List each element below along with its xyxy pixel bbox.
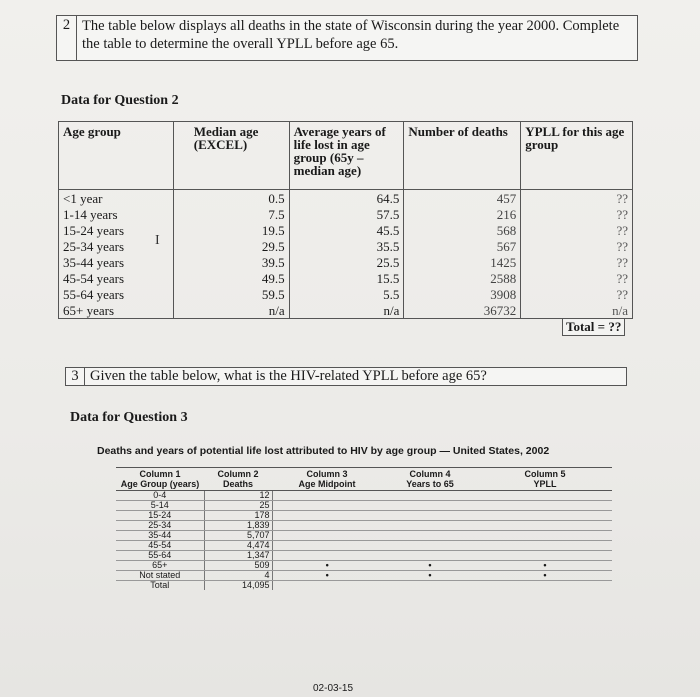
age-group-cell: 5-14 [116,501,204,511]
years-to-65-cell: • [382,571,478,581]
number-of-deaths-cell: 2588 [404,270,521,286]
column-header-line: Deaths [222,479,253,489]
table-row [59,190,633,207]
question-text-line: the table to determine the overall YPLL before age 65. [82,36,399,52]
age-midpoint-cell [272,531,382,541]
table-row [116,561,612,571]
table-row [116,581,612,591]
age-midpoint-cell [272,551,382,561]
table-row [59,286,633,302]
age-group-cell: 15-24 years [59,222,174,238]
age-group-cell: <1 year [59,190,174,207]
number-of-deaths-cell: 567 [404,238,521,254]
ypll-cell [478,541,612,551]
age-midpoint-cell [272,511,382,521]
deaths-cell: 4,474 [204,541,272,551]
avg-years-lost-cell: 64.5 [289,190,404,207]
number-of-deaths-cell: 216 [404,206,521,222]
data-q2-heading: Data for Question 2 [61,93,179,108]
age-group-cell: 65+ [116,561,204,571]
ypll-cell[interactable]: ?? [521,286,633,302]
table-row [59,302,633,319]
column-header-line: Years to 65 [406,479,454,489]
question-2-box [56,15,638,61]
ypll-cell [478,551,612,561]
column-5-header [478,468,612,491]
ypll-cell [478,531,612,541]
avg-years-lost-cell: 5.5 [289,286,404,302]
age-midpoint-cell: • [272,561,382,571]
column-header-line: Age Midpoint [298,479,356,489]
years-to-65-cell [382,531,478,541]
question-number: 3 [66,368,85,385]
wisconsin-deaths-table [58,121,633,319]
age-midpoint-cell [272,521,382,531]
table-row [59,238,633,254]
number-of-deaths-cell: 568 [404,222,521,238]
age-midpoint-cell [272,581,382,591]
ypll-cell[interactable]: ?? [521,270,633,286]
age-group-cell: 35-44 [116,531,204,541]
table-row [116,511,612,521]
age-group-cell: 25-34 years [59,238,174,254]
hiv-ypll-table [116,467,612,590]
median-age-cell: 7.5 [173,206,289,222]
column-header-line: Column 5 [524,469,566,479]
table-row [116,551,612,561]
ypll-cell[interactable]: ?? [521,254,633,270]
age-group-cell: 15-24 [116,511,204,521]
text-cursor-icon: I [155,233,160,248]
table-row [116,531,612,541]
header-age-group: Age group [59,122,174,190]
years-to-65-cell [382,501,478,511]
age-group-cell: 35-44 years [59,254,174,270]
deaths-cell: 12 [204,491,272,501]
deaths-cell: 509 [204,561,272,571]
age-group-cell: 1-14 years [59,206,174,222]
question-2-text [82,17,619,53]
age-group-cell: 55-64 years [59,286,174,302]
median-age-cell: 0.5 [173,190,289,207]
age-group-cell: 25-34 [116,521,204,531]
median-age-cell: 29.5 [173,238,289,254]
number-of-deaths-cell: 457 [404,190,521,207]
avg-years-lost-cell: 15.5 [289,270,404,286]
age-group-cell: 55-64 [116,551,204,561]
median-age-cell: 19.5 [173,222,289,238]
years-to-65-cell [382,511,478,521]
question-text-line: The table below displays all deaths in the state of Wisconsin during the year 2000. Complete [82,18,620,34]
header-ypll: YPLL for this age group [521,122,633,190]
age-midpoint-cell [272,541,382,551]
table-row [59,270,633,286]
ypll-cell [478,491,612,501]
avg-years-lost-cell: 25.5 [289,254,404,270]
ypll-cell [478,521,612,531]
number-of-deaths-cell: 3908 [404,286,521,302]
avg-years-lost-cell: n/a [289,302,404,319]
number-of-deaths-cell: 36732 [404,302,521,319]
ypll-cell[interactable]: ?? [521,190,633,207]
column-1-header [116,468,204,491]
years-to-65-cell [382,521,478,531]
table-3-title: Deaths and years of potential life lost attributed to HIV by age group — United States, 2002 [97,445,550,457]
avg-years-lost-cell: 45.5 [289,222,404,238]
table-row [116,501,612,511]
question-3-text: Given the table below, what is the HIV-related YPLL before age 65? [90,368,487,384]
column-header-line: Column 3 [306,469,348,479]
age-group-cell: 65+ years [59,302,174,319]
ypll-cell[interactable]: ?? [521,238,633,254]
deaths-cell: 14,095 [204,581,272,591]
median-age-cell: 39.5 [173,254,289,270]
median-age-cell: n/a [173,302,289,319]
deaths-cell: 5,707 [204,531,272,541]
age-midpoint-cell: • [272,571,382,581]
age-group-cell: 45-54 [116,541,204,551]
ypll-cell [478,581,612,591]
deaths-cell: 1,347 [204,551,272,561]
question-number: 2 [57,16,77,60]
years-to-65-cell [382,491,478,501]
table-row [116,521,612,531]
question-3-box [65,367,627,386]
table-row [59,254,633,270]
column-header-line: YPLL [533,479,557,489]
column-4-header [382,468,478,491]
column-2-header [204,468,272,491]
avg-years-lost-cell: 35.5 [289,238,404,254]
total-cell: Total = ?? [562,318,625,336]
column-header-line: Column 2 [217,469,259,479]
column-3-header [272,468,382,491]
header-number-of-deaths: Number of deaths [404,122,521,190]
deaths-cell: 1,839 [204,521,272,531]
age-group-cell: Total [150,580,170,590]
table-row [116,491,612,501]
column-header-line: Column 1 [139,469,181,479]
column-header-line: Age Group (years) [120,479,200,489]
table-row [116,571,612,581]
ypll-cell[interactable]: ?? [521,206,633,222]
age-group-cell: 45-54 years [59,270,174,286]
years-to-65-cell [382,551,478,561]
age-midpoint-cell [272,501,382,511]
page-footer-date: 02-03-15 [313,683,354,694]
ypll-cell[interactable]: ?? [521,222,633,238]
data-q3-heading: Data for Question 3 [70,410,188,425]
deaths-cell: 25 [204,501,272,511]
table-row [116,541,612,551]
age-midpoint-cell [272,491,382,501]
table-row [59,206,633,222]
number-of-deaths-cell: 1425 [404,254,521,270]
median-age-cell: 49.5 [173,270,289,286]
deaths-cell: 4 [204,571,272,581]
table-row [59,222,633,238]
column-header-line: Column 4 [409,469,451,479]
ypll-cell: • [478,571,612,581]
age-group-cell: Not stated [116,571,204,581]
median-age-cell: 59.5 [173,286,289,302]
ypll-cell: • [478,561,612,571]
ypll-cell[interactable]: n/a [521,302,633,319]
deaths-cell: 178 [204,511,272,521]
ypll-cell [478,511,612,521]
ypll-cell [478,501,612,511]
years-to-65-cell [382,581,478,591]
years-to-65-cell: • [382,561,478,571]
header-median-age: Median age (EXCEL) [173,122,289,190]
header-avg-years-lost: Average years of life lost in age group (65y – median age) [289,122,404,190]
avg-years-lost-cell: 57.5 [289,206,404,222]
age-group-cell: 0-4 [116,491,204,501]
years-to-65-cell [382,541,478,551]
